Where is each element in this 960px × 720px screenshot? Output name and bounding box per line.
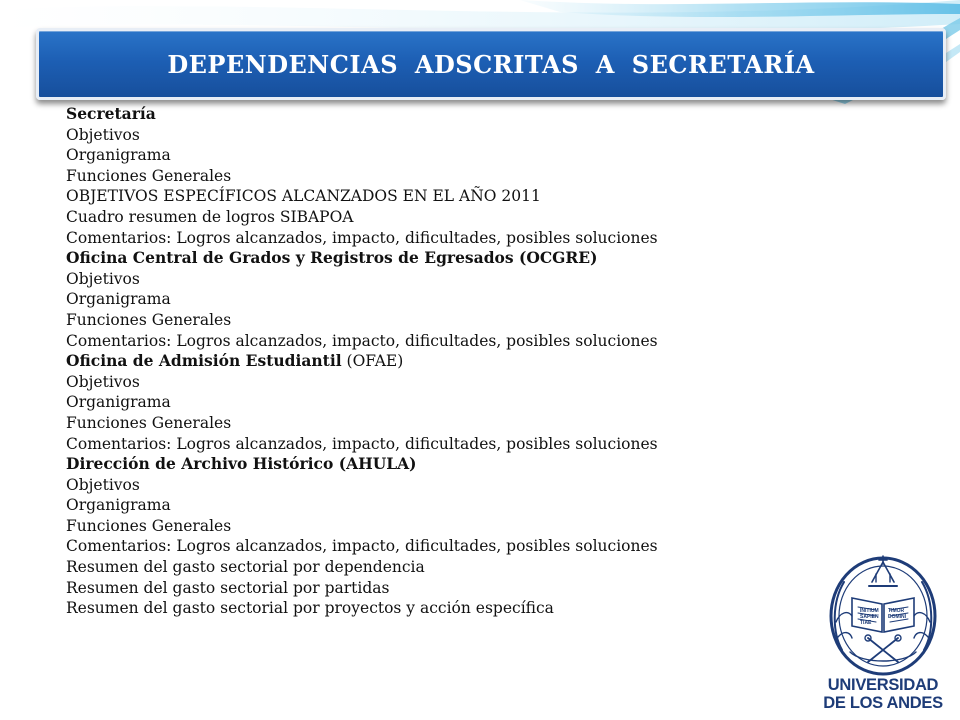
- list-item: [66, 516, 786, 537]
- line-text: Cuadro resumen de logros SIBAPOA: [66, 207, 354, 226]
- list-item: [66, 186, 786, 207]
- book-right-text: TIMOR DOMINI: [888, 608, 907, 620]
- dependency-list: [66, 104, 786, 619]
- line-text: Funciones Generales: [66, 413, 232, 432]
- line-text: Resumen del gasto sectorial por partidas: [66, 578, 390, 597]
- list-item: [66, 166, 786, 187]
- list-item: [66, 392, 786, 413]
- list-item: [66, 434, 786, 455]
- line-text: Dirección de Archivo Histórico (AHULA): [66, 454, 417, 474]
- line-text: Organigrama: [66, 393, 171, 412]
- logo-text-line2: DE LOS ANDES: [823, 694, 943, 712]
- university-logo: [822, 552, 944, 712]
- line-text: Comentarios: Logros alcanzados, impacto, dificultades, posibles soluciones: [66, 331, 658, 350]
- list-item: [66, 125, 786, 146]
- line-text: Comentarios: Logros alcanzados, impacto, dificultades, posibles soluciones: [66, 434, 658, 453]
- line-text: Objetivos: [66, 269, 140, 288]
- line-text: Funciones Generales: [66, 310, 232, 329]
- line-text: Organigrama: [66, 146, 171, 165]
- line-text: Organigrama: [66, 496, 171, 515]
- line-suffix: (OFAE): [341, 352, 404, 371]
- list-item: [66, 413, 786, 434]
- list-item: [66, 289, 786, 310]
- line-text: OBJETIVOS ESPECÍFICOS ALCANZADOS EN EL AÑO 2011: [66, 187, 541, 206]
- list-item: [66, 557, 786, 578]
- list-item: [66, 578, 786, 599]
- list-item: [66, 475, 786, 496]
- slide-title: DEPENDENCIAS ADSCRITAS A SECRETARÍA: [167, 49, 815, 79]
- line-text: Comentarios: Logros alcanzados, impacto, dificultades, posibles soluciones: [66, 228, 658, 247]
- list-item: [66, 536, 786, 557]
- list-item: [66, 207, 786, 228]
- list-item: [66, 269, 786, 290]
- line-text: Objetivos: [66, 372, 140, 391]
- list-item: [66, 331, 786, 352]
- list-item: [66, 310, 786, 331]
- line-text: Oficina Central de Grados y Registros de Egresados (OCGRE): [66, 248, 598, 268]
- university-seal-icon: [822, 552, 944, 676]
- title-bar: [36, 28, 946, 100]
- list-item: [66, 495, 786, 516]
- section-heading: [66, 104, 786, 125]
- line-text: Oficina de Admisión Estudiantil: [66, 351, 342, 371]
- list-item: [66, 145, 786, 166]
- logo-text-line1: UNIVERSIDAD: [827, 676, 939, 694]
- list-item: [66, 598, 786, 619]
- line-text: Objetivos: [66, 125, 140, 144]
- line-text: Objetivos: [66, 475, 140, 494]
- book-left-text: INITIUM SAPIEN TIAE: [860, 608, 879, 626]
- section-heading: [66, 248, 786, 269]
- line-text: Organigrama: [66, 290, 171, 309]
- line-text: Resumen del gasto sectorial por proyectos y acción específica: [66, 599, 554, 618]
- line-text: Comentarios: Logros alcanzados, impacto, dificultades, posibles soluciones: [66, 537, 658, 556]
- line-text: Funciones Generales: [66, 516, 232, 535]
- section-heading: [66, 454, 786, 475]
- list-item: [66, 228, 786, 249]
- line-text: Resumen del gasto sectorial por dependencia: [66, 558, 425, 577]
- line-text: Funciones Generales: [66, 166, 232, 185]
- list-item: [66, 372, 786, 393]
- line-text: Secretaría: [66, 104, 156, 123]
- section-heading: [66, 351, 786, 372]
